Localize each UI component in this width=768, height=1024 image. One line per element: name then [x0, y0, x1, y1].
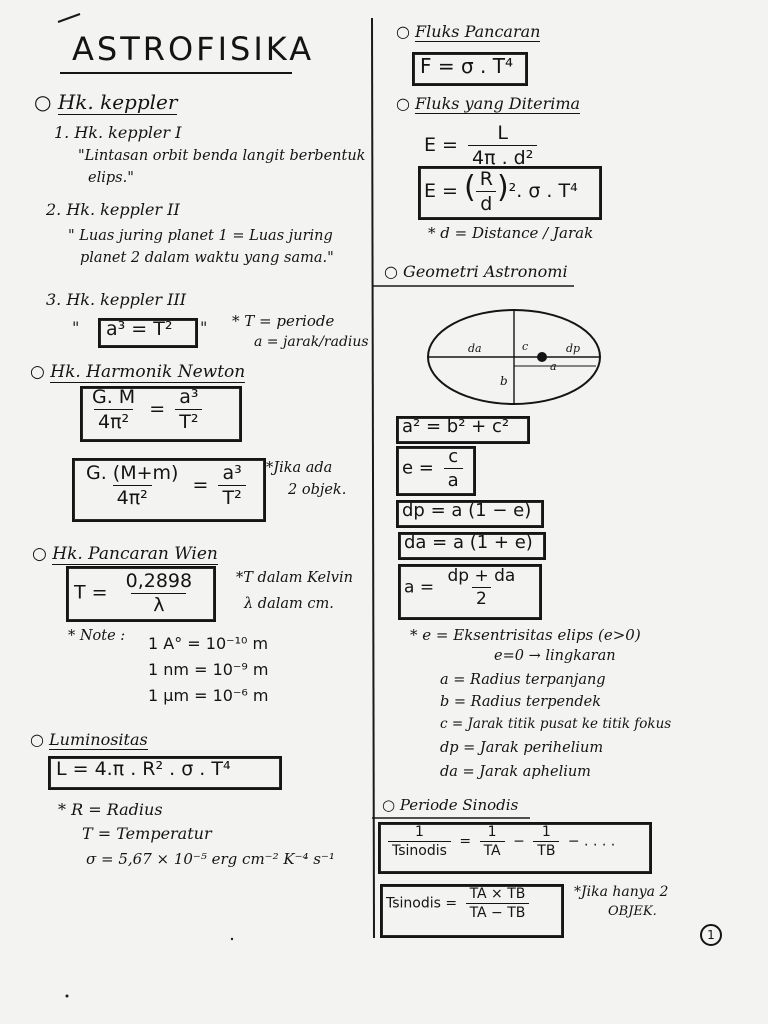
luminositas-note1: * R = Radius	[58, 800, 163, 819]
title-underline	[60, 72, 292, 74]
kepler-law1-text: "Lintasan orbit benda langit berbentuk	[78, 148, 366, 164]
wien-conv-label: * Note :	[68, 628, 126, 644]
newton-note1: *Jika ada	[266, 460, 333, 476]
kepler-law2-text: " Luas juring planet 1 = Luas juring	[68, 228, 333, 244]
sinodis-note2: OBJEK.	[608, 904, 657, 919]
kepler-law3-quote-open: "	[72, 318, 80, 337]
kepler-law1-label: 1. Hk. keppler I	[54, 123, 182, 142]
focus-point	[537, 352, 547, 362]
geo-f4: da = a (1 + e)	[404, 532, 533, 553]
wien-conv1: 1 A° = 10⁻¹⁰ m	[148, 634, 269, 653]
geometri-heading: ○ Geometri Astronomi	[384, 262, 568, 281]
luminositas-note3: σ = 5,67 × 10⁻⁵ erg cm⁻² K⁻⁴ s⁻¹	[86, 850, 335, 868]
ellipse-diagram	[420, 306, 610, 410]
diag-c-label: c	[522, 340, 529, 353]
kepler-law2-label: 2. Hk. keppler II	[46, 200, 180, 219]
kepler-law3-label: 3. Hk. keppler III	[46, 290, 187, 309]
fluks-formula: F = σ . T⁴	[420, 54, 513, 78]
geo-n7: da = Jarak aphelium	[440, 764, 591, 780]
luminositas-note2: T = Temperatur	[82, 824, 212, 843]
kepler-law1-text2: elips."	[88, 170, 134, 186]
geo-n6: dp = Jarak perihelium	[440, 740, 604, 756]
diterima-formula1: E = $\frac{L}{\text{4π . d²}}$	[424, 122, 541, 169]
kepler-law3-note1: * T = periode	[232, 312, 335, 330]
kepler-law3-note2: a = jarak/radius	[254, 334, 369, 350]
kepler-law3-formula: a³ = T²	[106, 318, 173, 340]
kepler-law3-quote-close: "	[200, 318, 208, 337]
geo-n5: c = Jarak titik pusat ke titik fokus	[440, 716, 672, 732]
newton-formula2: $\frac{G. (M+m)}{\text{4π²}}$ = $\frac{\text{a³}}{\text{T²}}$	[78, 462, 250, 509]
luminositas-formula: L = 4.π . R² . σ . T⁴	[56, 758, 231, 780]
geo-n4: b = Radius terpendek	[440, 694, 602, 710]
diterima-note: * d = Distance / Jarak	[428, 224, 594, 242]
geo-f5: a = $\frac{dp + da}{2}$	[404, 566, 516, 609]
diterima-heading: ○ Fluks yang Diterima	[396, 94, 581, 113]
wien-conv2: 1 nm = 10⁻⁹ m	[148, 660, 269, 679]
sinodis-f2: Tsinodis = $\frac{TA \times TB}{TA - TB}$	[386, 886, 533, 921]
sinodis-heading: ○ Periode Sinodis	[382, 796, 519, 814]
diag-da-label: da	[468, 342, 482, 355]
wien-note1: *T dalam Kelvin	[236, 570, 353, 586]
diag-dp-label: dp	[566, 342, 581, 355]
wien-conv3: 1 μm = 10⁻⁶ m	[148, 686, 269, 705]
kepler-law2-text2: planet 2 dalam waktu yang sama."	[80, 250, 334, 266]
newton-note2: 2 objek.	[288, 482, 347, 498]
wien-formula: T = $\frac{0,2898}{\lambda}$	[74, 570, 193, 616]
sinodis-note1: *Jika hanya 2	[574, 884, 669, 900]
fluks-heading: ○ Fluks Pancaran	[396, 22, 541, 41]
wien-note2: λ dalam cm.	[244, 596, 334, 612]
geo-f3: dp = a (1 − e)	[402, 500, 532, 521]
geo-n2: e=0 → lingkaran	[494, 648, 616, 664]
geo-n1: * e = Eksentrisitas elips (e>0)	[410, 626, 641, 644]
page-number: 1	[700, 924, 722, 946]
page-title: ASTROFISIKA	[72, 30, 315, 68]
sinodis-f1: $\frac{1}{\text{Tsinodis}}$ = $\frac{1}{TA}$ − $\frac{1}{TB}$ − . . . .	[384, 824, 615, 859]
geo-f2: e = $\frac{c}{a}$	[402, 446, 467, 491]
geo-f1: a² = b² + c²	[402, 416, 510, 437]
wien-heading: ○ Hk. Pancaran Wien	[32, 544, 218, 564]
diterima-formula2: E = ( $\frac{R}{d}$ )². σ . T⁴	[424, 168, 578, 215]
luminositas-heading: ○ Luminositas	[30, 730, 148, 749]
newton-formula1: $\frac{G. M}{\text{4π²}}$ = $\frac{\text{a³}}{\text{T²}}$	[84, 386, 206, 433]
newton-heading: ○ Hk. Harmonik Newton	[30, 362, 246, 382]
kepler-heading: ○ Hk. keppler	[34, 90, 178, 114]
diag-a-label: a	[550, 360, 557, 373]
geo-n3: a = Radius terpanjang	[440, 672, 606, 688]
diag-b-label: b	[500, 374, 508, 388]
